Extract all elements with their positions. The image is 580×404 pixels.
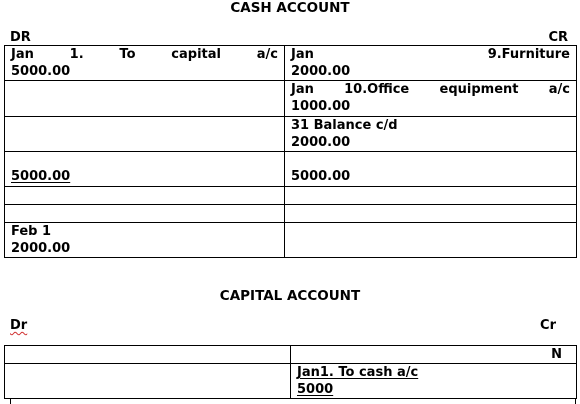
cash-account-title: CASH ACCOUNT	[230, 0, 350, 16]
cash-dr-cell	[5, 81, 285, 117]
cash-cr-amount: 2000.00	[291, 135, 351, 150]
table-row	[5, 152, 577, 187]
table-row	[5, 223, 577, 258]
capital-cr-header-cell	[291, 346, 577, 364]
table-row	[5, 346, 577, 364]
cash-cr-amount: 2000.00	[291, 64, 351, 79]
capital-entry-line1: Jan1. To cash a/c	[297, 365, 419, 380]
cash-cr-cell	[285, 117, 577, 152]
table-row	[5, 364, 577, 399]
cash-dr-total-cell	[5, 152, 285, 187]
cash-cr-cell	[285, 46, 577, 81]
cash-cr-entry-line1: Jan 9.Furniture	[291, 47, 570, 62]
table-row	[5, 205, 577, 223]
capital-entry-amount: 5000	[297, 382, 334, 397]
capital-account-table	[4, 345, 577, 399]
table-row	[5, 81, 577, 117]
capital-cr-label: Cr	[540, 318, 556, 333]
cash-dr-entry-line1: Feb 1	[11, 224, 52, 239]
cash-dr-label: DR	[10, 30, 31, 45]
cash-dr-cell	[5, 223, 285, 258]
cash-cr-entry-line1: Jan 10.Office equipment a/c	[291, 82, 570, 97]
cash-dr-amount: 5000.00	[11, 64, 71, 79]
cash-cr-cell	[285, 187, 577, 205]
cash-cr-total-cell	[285, 152, 577, 187]
table-row	[5, 187, 577, 205]
cash-dr-cell	[5, 46, 285, 81]
cash-cr-cell	[285, 205, 577, 223]
cash-dr-entry-line1: Jan 1. To capital a/c	[11, 47, 278, 62]
capital-header-n: N	[551, 347, 562, 362]
cash-cr-entry-line1: 31 Balance c/d	[291, 118, 398, 133]
cash-cr-cell	[285, 223, 577, 258]
cash-cr-cell	[285, 81, 577, 117]
capital-dr-cell	[5, 346, 291, 364]
cash-cr-amount: 1000.00	[291, 99, 351, 114]
capital-dr-label: Dr	[10, 318, 28, 333]
capital-cr-cell	[291, 364, 577, 399]
cash-dr-amount: 2000.00	[11, 241, 71, 256]
cash-cr-label: CR	[548, 30, 568, 45]
capital-account-title: CAPITAL ACCOUNT	[219, 288, 361, 304]
cash-cr-total: 5000.00	[291, 169, 351, 184]
cash-account-table	[4, 45, 577, 258]
cash-dr-total: 5000.00	[11, 169, 71, 184]
table-row	[5, 46, 577, 81]
capital-dr-cell	[5, 364, 291, 399]
table-row	[5, 117, 577, 152]
cash-dr-cell	[5, 187, 285, 205]
page-edge-mark	[575, 398, 576, 404]
cash-dr-cell	[5, 205, 285, 223]
page-edge-mark	[10, 398, 11, 404]
cash-dr-cell	[5, 117, 285, 152]
